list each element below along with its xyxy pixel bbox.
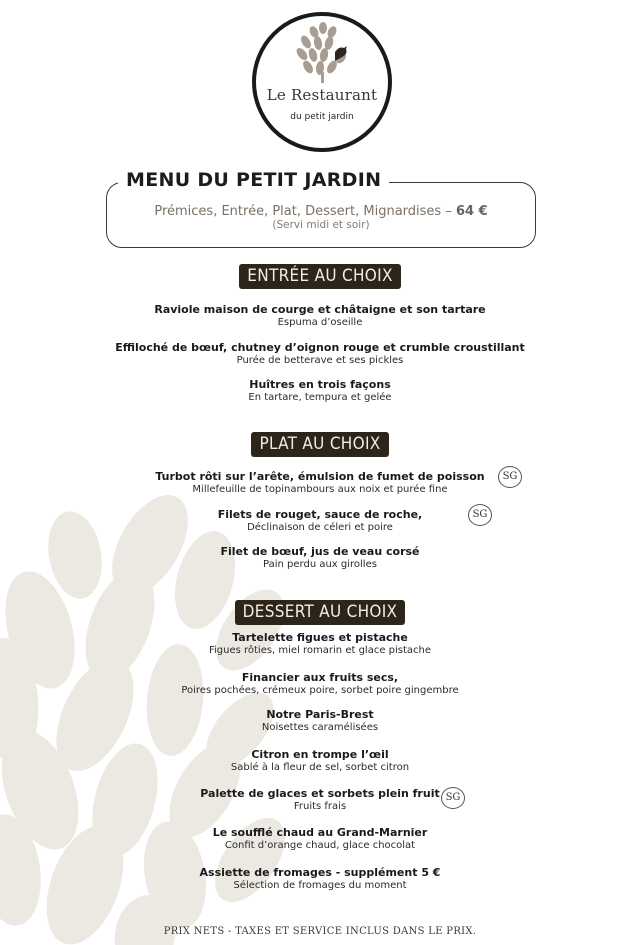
dish-name: Notre Paris-Brest (266, 708, 374, 721)
dish-description: Purée de betterave et ses pickles (236, 355, 404, 366)
courses-list: Prémices, Entrée, Plat, Dessert, Mignardises – (154, 204, 452, 219)
dish-name: Filets de rouget, sauce de roche, (217, 508, 423, 521)
dish-description: En tartare, tempura et gelée (248, 392, 392, 403)
tree-with-bird-icon (294, 22, 352, 84)
menu-item (0, 787, 640, 813)
logo-name: Le Restaurant (266, 86, 378, 104)
logo-subtitle: du petit jardin (290, 112, 354, 122)
menu-item (0, 631, 640, 657)
dish-name: Raviole maison de courge et châtaigne et son tartare (154, 303, 486, 316)
section-heading-entree: ENTRÉE AU CHOIX (0, 264, 640, 289)
menu-item (0, 748, 640, 774)
section-heading-plat: PLAT AU CHOIX (0, 432, 640, 457)
served-note: (Servi midi et soir) (272, 219, 370, 231)
dish-name: Assiette de fromages - supplément 5 € (199, 866, 441, 879)
menu-item (0, 671, 640, 697)
gluten-free-badge: SG (441, 787, 465, 809)
dish-description: Pain perdu aux girolles (263, 559, 377, 570)
dish-description: Confit d’orange chaud, glace chocolat (224, 840, 416, 851)
dish-description: Noisettes caramélisées (261, 722, 379, 733)
menu-item (0, 303, 640, 329)
menu-item (0, 866, 640, 892)
dish-description: Sablé à la fleur de sel, sorbet citron (230, 762, 410, 773)
dish-name: Palette de glaces et sorbets plein fruit (200, 787, 440, 800)
dish-name: Tartelette figues et pistache (232, 631, 408, 644)
menu-item (0, 826, 640, 852)
section-heading-dessert: DESSERT AU CHOIX (0, 600, 640, 625)
gluten-free-badge: SG (498, 466, 522, 488)
menu-title: MENU DU PETIT JARDIN (118, 169, 389, 191)
menu-item (0, 708, 640, 734)
footer-note: PRIX NETS - TAXES ET SERVICE INCLUS DANS LE PRIX. (163, 926, 477, 937)
dish-description: Millefeuille de topinambours aux noix et purée fine (192, 484, 448, 495)
dish-description: Espuma d’oseille (277, 317, 363, 328)
dish-description: Poires pochées, crémeux poire, sorbet poire gingembre (181, 685, 459, 696)
gluten-free-badge: SG (468, 504, 492, 526)
restaurant-logo (252, 12, 392, 152)
dish-name: Effiloché de bœuf, chutney d’oignon rouge et crumble croustillant (115, 341, 525, 354)
dish-name: Filet de bœuf, jus de veau corsé (220, 545, 420, 558)
dish-name: Turbot rôti sur l’arête, émulsion de fumet de poisson (155, 470, 485, 483)
menu-item (0, 378, 640, 404)
dish-name: Huîtres en trois façons (249, 378, 391, 391)
price-line (106, 204, 536, 219)
dish-name: Citron en trompe l’œil (251, 748, 389, 761)
menu-item (0, 545, 640, 571)
dish-name: Financier aux fruits secs, (241, 671, 399, 684)
menu-price: 64 € (455, 204, 488, 219)
dish-description: Fruits frais (293, 801, 347, 812)
menu-item (0, 470, 640, 496)
menu-item (0, 341, 640, 367)
dish-name: Le soufflé chaud au Grand-Marnier (212, 826, 428, 839)
dish-description: Déclinaison de céleri et poire (247, 522, 393, 533)
dish-description: Sélection de fromages du moment (233, 880, 407, 891)
dish-description: Figues rôties, miel romarin et glace pistache (208, 645, 432, 656)
menu-item (0, 508, 640, 534)
